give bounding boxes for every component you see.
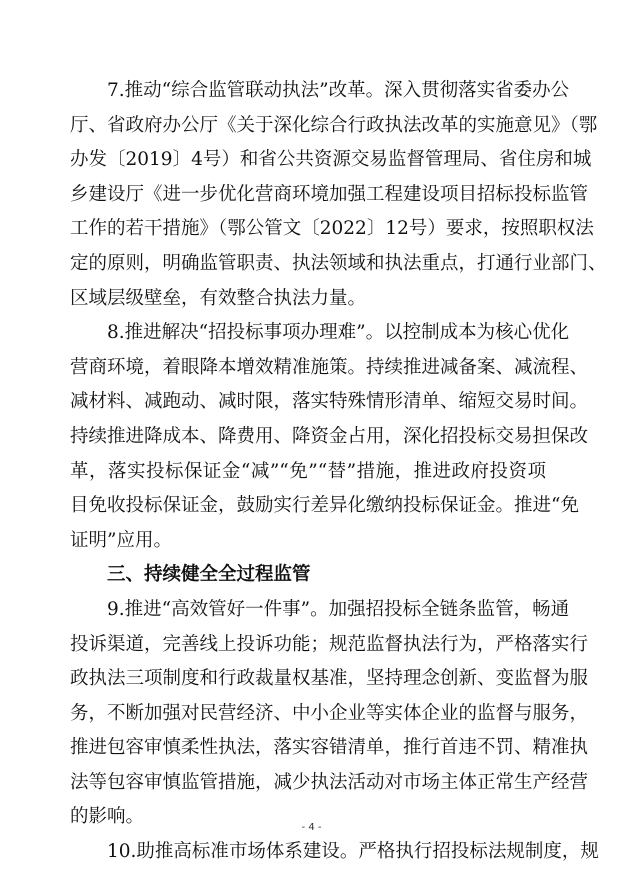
text-line: 10.助推高标准市场体系建设。严格执行招投标法规制度，规 [107, 841, 599, 863]
text-line: 9.推进“高效管好一件事”。加强招投标全链条监管，畅通 [107, 598, 570, 620]
text-line: 推进包容审慎柔性执法，落实容错清单，推行首违不罚、精准执 [70, 737, 589, 759]
document-body [70, 74, 607, 870]
paragraph-item-7 [70, 74, 607, 316]
text-line: 投诉渠道，完善线上投诉功能；规范监督执法行为，严格落实行 [70, 633, 589, 655]
paragraph-item-8 [70, 316, 589, 558]
text-line: 持续推进降成本、降费用、降资金占用，深化招投标交易担保改 [70, 425, 589, 447]
text-line: 区域层级壁垒，有效整合执法力量。 [70, 287, 367, 309]
text-line: 乡建设厅《进一步优化营商环境加强工程建设项目招标投标监管 [70, 183, 589, 205]
paragraph-item-10 [70, 835, 599, 870]
text-line: 定的原则，明确监管职责、执法领域和执法重点，打通行业部门、 [70, 252, 607, 274]
text-line: 减材料、减跑动、减时限，落实特殊情形清单、缩短交易时间。 [70, 391, 589, 413]
text-line: 工作的若干措施》（鄂公管文〔2022〕12号）要求，按照职权法 [70, 218, 594, 240]
paragraph-item-9 [70, 593, 589, 835]
text-line: 务，不断加强对民营经济、中小企业等实体企业的监督与服务， [70, 702, 589, 724]
text-line: 办发〔2019〕4号）和省公共资源交易监督管理局、省住房和城 [70, 149, 592, 171]
text-line: 目免收投标保证金，鼓励实行差异化缴纳投标保证金。推进“免 [70, 495, 579, 517]
text-line: 法等包容审慎监管措施，减少执法活动对市场主体正常生产经营 [70, 771, 589, 793]
text-line: 8.推进解决“招投标事项办理难”。以控制成本为核心优化 [107, 322, 570, 344]
section-heading: 三、持续健全全过程监管 [107, 564, 311, 586]
text-line: 7.推动“综合监管联动执法”改革。深入贯彻落实省委办公 [107, 80, 570, 101]
text-line: 证明”应用。 [70, 529, 172, 551]
text-line: 厅、省政府办公厅《关于深化综合行政执法改革的实施意见》（鄂 [70, 114, 598, 136]
text-line: 革，落实投标保证金“减”“免”“替”措施，推进政府投资项 [70, 460, 546, 482]
text-line: 营商环境，着眼降本增效精准施策。持续推进减备案、减流程、 [70, 356, 589, 378]
page-number: - 4 - [301, 822, 322, 833]
text-line: 政执法三项制度和行政裁量权基准，坚持理念创新、变监督为服 [70, 668, 589, 690]
text-line: 的影响。 [70, 806, 145, 828]
